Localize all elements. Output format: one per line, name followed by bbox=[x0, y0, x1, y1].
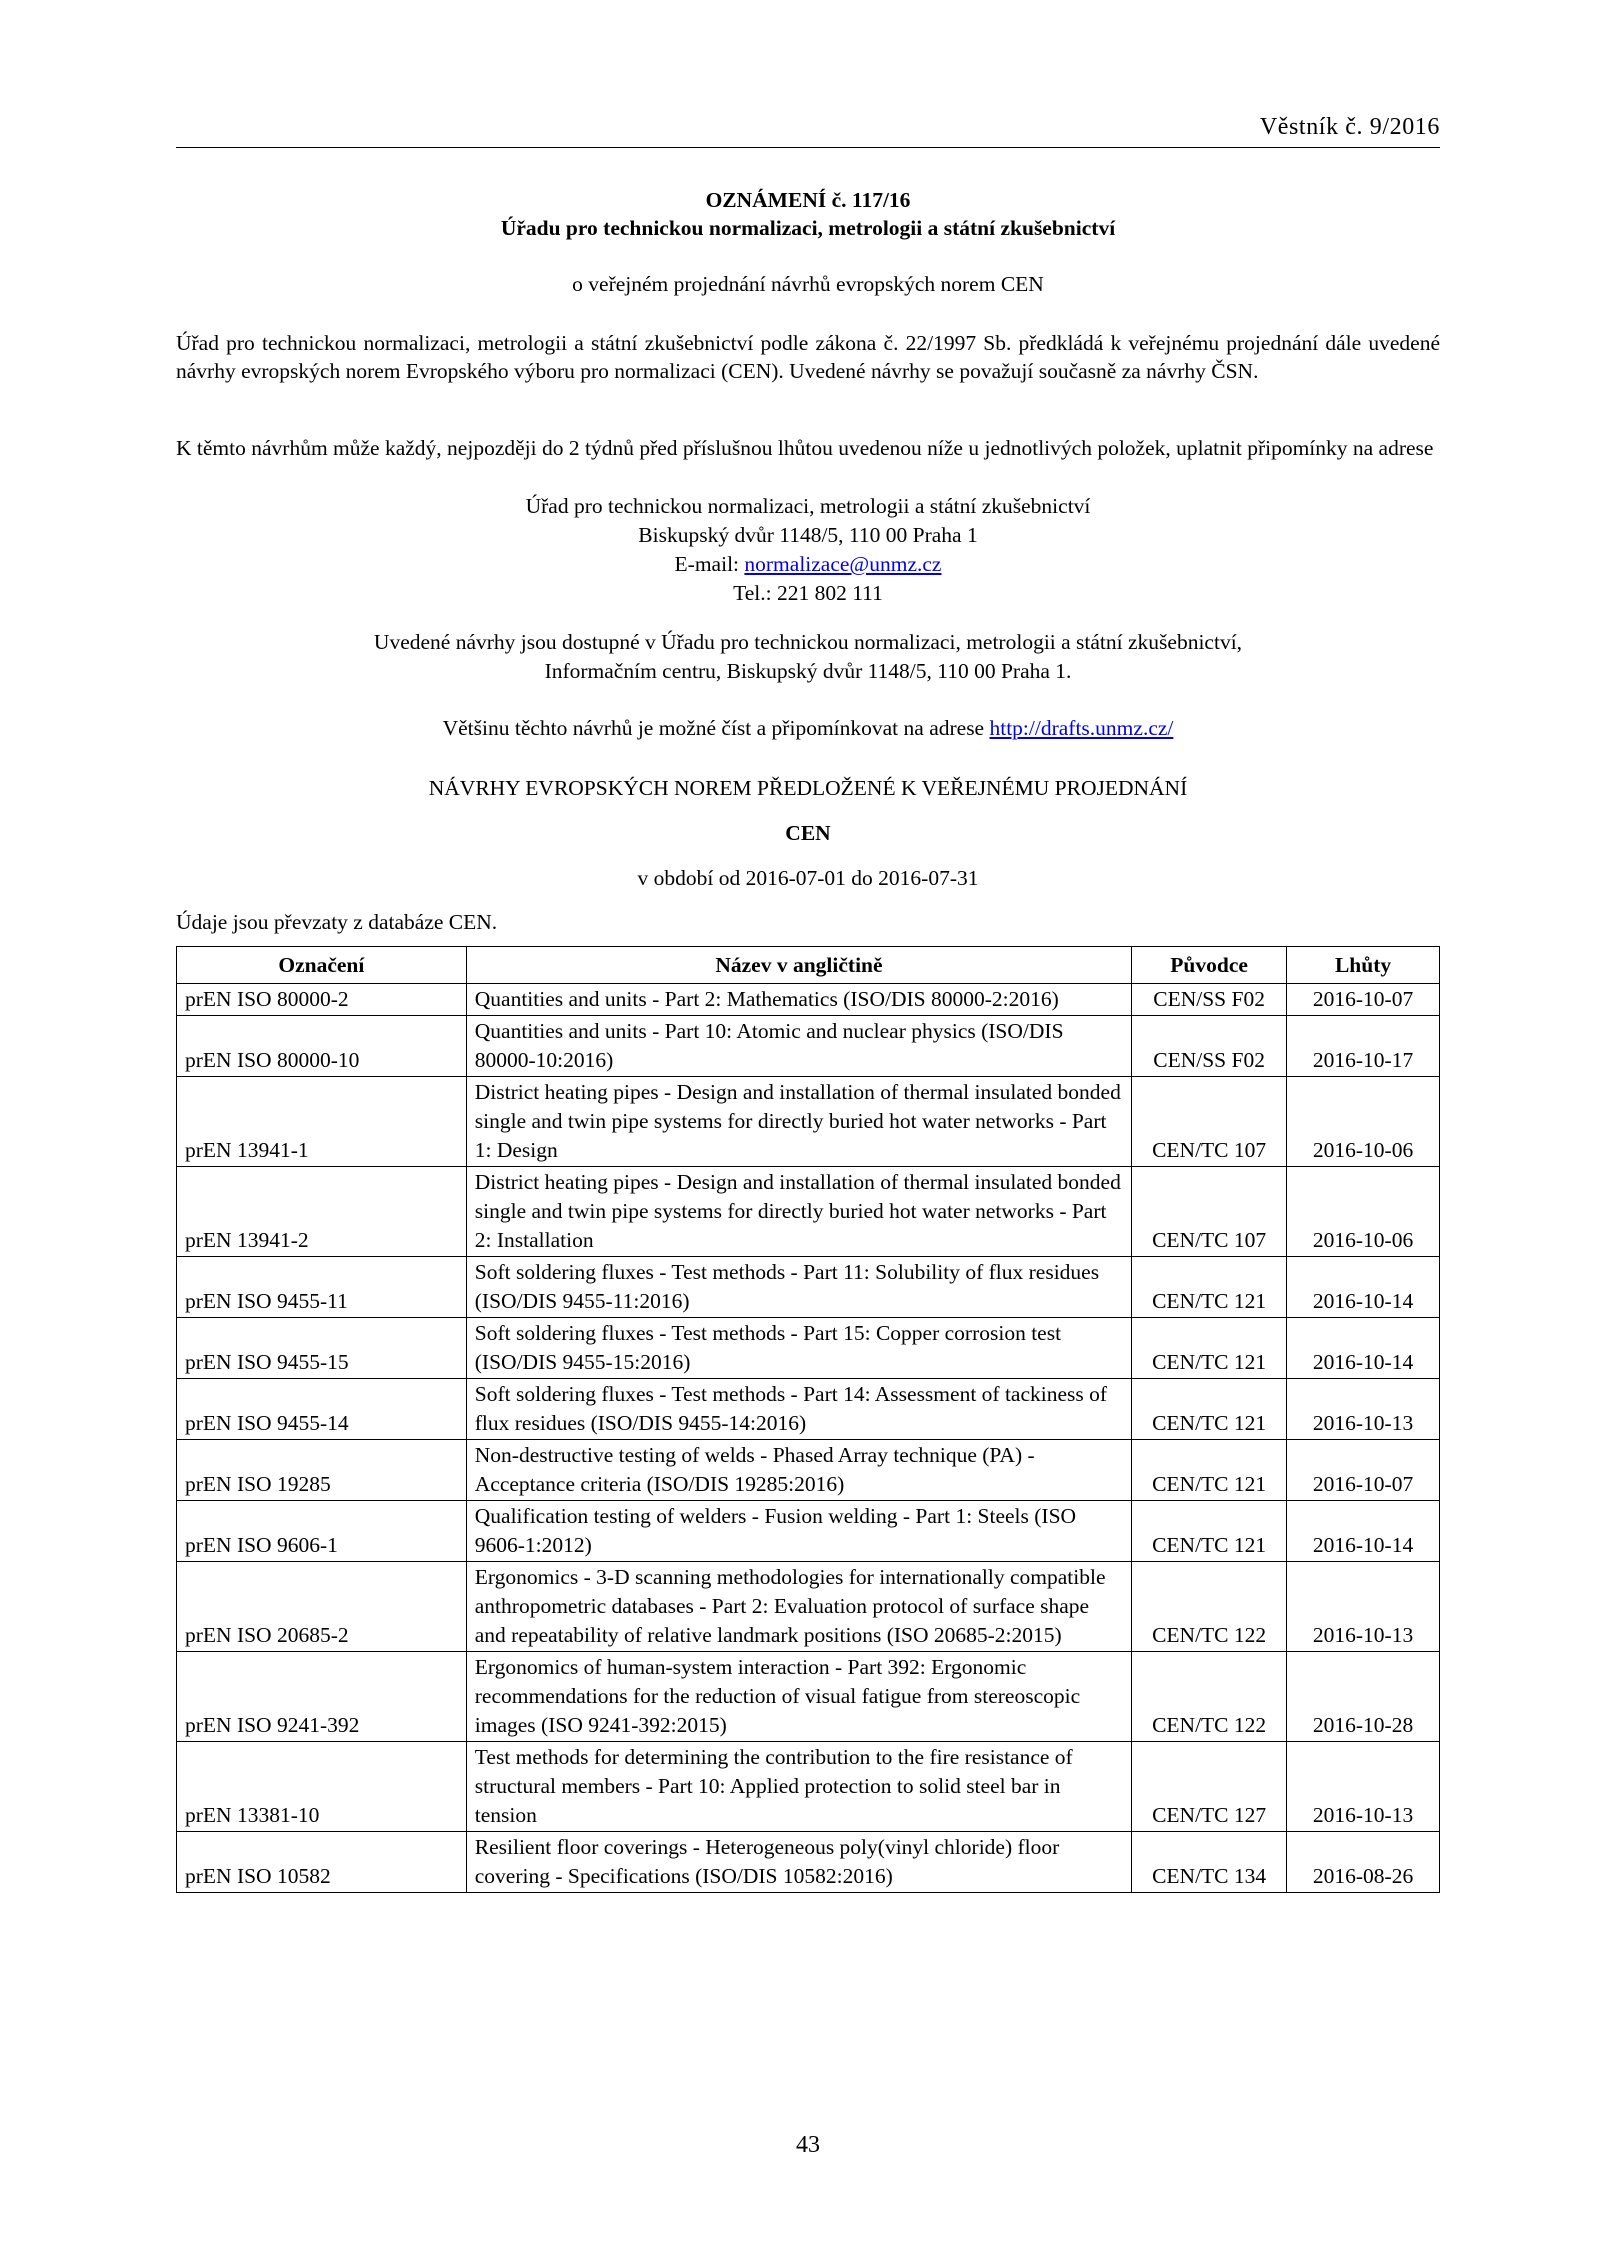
section-org: CEN bbox=[785, 821, 831, 845]
originator-cell: CEN/TC 121 bbox=[1132, 1379, 1287, 1440]
comments-paragraph: K těmto návrhům může každý, nejpozději do 2 týdnů před příslušnou lhůtou uvedenou níže u jednotlivých položek, uplatnit připomínky na adrese bbox=[176, 436, 1434, 460]
table-row bbox=[177, 1440, 1440, 1501]
address-email-line bbox=[176, 550, 1440, 578]
originator-cell: CEN/TC 121 bbox=[1132, 1440, 1287, 1501]
availability-line-2: Informačním centru, Biskupský dvůr 1148/5, 110 00 Praha 1. bbox=[544, 659, 1072, 683]
title-cell: Soft soldering fluxes - Test methods - Part 15: Copper corrosion test (ISO/DIS 9455-15:2016) bbox=[466, 1318, 1131, 1379]
designation-cell: prEN ISO 9455-15 bbox=[177, 1318, 467, 1379]
data-source-note: Údaje jsou převzaty z databáze CEN. bbox=[176, 910, 498, 934]
title-cell: Resilient floor coverings - Heterogeneous poly(vinyl chloride) floor covering - Specifications (ISO/DIS 10582:2016) bbox=[466, 1832, 1131, 1893]
designation-cell: prEN ISO 80000-2 bbox=[177, 984, 467, 1016]
section-period: v období od 2016-07-01 do 2016-07-31 bbox=[637, 866, 979, 890]
title-cell: Quantities and units - Part 10: Atomic and nuclear physics (ISO/DIS 80000-10:2016) bbox=[466, 1016, 1131, 1077]
deadline-cell: 2016-10-07 bbox=[1287, 984, 1440, 1016]
deadline-cell: 2016-10-14 bbox=[1287, 1257, 1440, 1318]
title-cell: Ergonomics - 3-D scanning methodologies for internationally compatible anthropometric databases - Part 2: Evaluation protocol of surface shape and repeatability of relative landmark positions (ISO 20685-2:2015) bbox=[466, 1562, 1131, 1652]
designation-cell: prEN ISO 9606-1 bbox=[177, 1501, 467, 1562]
column-header-deadline: Lhůty bbox=[1287, 947, 1440, 984]
announcement-authority: Úřadu pro technickou normalizaci, metrologii a státní zkušebnictví bbox=[500, 216, 1116, 240]
table-row bbox=[177, 1077, 1440, 1167]
deadline-cell: 2016-10-06 bbox=[1287, 1077, 1440, 1167]
column-header-originator: Původce bbox=[1132, 947, 1287, 984]
designation-cell: prEN ISO 9241-392 bbox=[177, 1652, 467, 1742]
designation-cell: prEN ISO 20685-2 bbox=[177, 1562, 467, 1652]
designation-cell: prEN 13941-1 bbox=[177, 1077, 467, 1167]
table-row bbox=[177, 1318, 1440, 1379]
table-row bbox=[177, 1016, 1440, 1077]
title-cell: District heating pipes - Design and installation of thermal insulated bonded single and twin pipe systems for directly buried hot water networks - Part 2: Installation bbox=[466, 1167, 1131, 1257]
designation-cell: prEN ISO 19285 bbox=[177, 1440, 467, 1501]
table-row bbox=[177, 1832, 1440, 1893]
column-header-designation: Označení bbox=[177, 947, 467, 984]
page-number: 43 bbox=[796, 2132, 820, 2158]
online-line bbox=[176, 714, 1440, 742]
drafts-link[interactable]: http://drafts.unmz.cz/ bbox=[989, 716, 1174, 740]
email-label: E-mail: bbox=[674, 552, 745, 576]
table-row bbox=[177, 1167, 1440, 1257]
originator-cell: CEN/TC 107 bbox=[1132, 1077, 1287, 1167]
designation-cell: prEN ISO 9455-14 bbox=[177, 1379, 467, 1440]
title-cell: Quantities and units - Part 2: Mathematics (ISO/DIS 80000-2:2016) bbox=[466, 984, 1131, 1016]
table-row bbox=[177, 1379, 1440, 1440]
originator-cell: CEN/TC 127 bbox=[1132, 1742, 1287, 1832]
originator-cell: CEN/TC 107 bbox=[1132, 1167, 1287, 1257]
title-cell: District heating pipes - Design and installation of thermal insulated bonded single and twin pipe systems for directly buried hot water networks - Part 1: Design bbox=[466, 1077, 1131, 1167]
table-row bbox=[177, 1652, 1440, 1742]
table-row bbox=[177, 984, 1440, 1016]
announcement-subject: o veřejném projednání návrhů evropských norem CEN bbox=[572, 272, 1044, 296]
deadline-cell: 2016-10-13 bbox=[1287, 1379, 1440, 1440]
originator-cell: CEN/TC 121 bbox=[1132, 1501, 1287, 1562]
issue-label: Věstník č. 9/2016 bbox=[1259, 114, 1440, 140]
table-row bbox=[177, 1562, 1440, 1652]
email-link[interactable]: normalizace@unmz.cz bbox=[744, 552, 942, 576]
designation-cell: prEN ISO 80000-10 bbox=[177, 1016, 467, 1077]
table-row bbox=[177, 1501, 1440, 1562]
deadline-cell: 2016-10-14 bbox=[1287, 1501, 1440, 1562]
deadline-cell: 2016-10-13 bbox=[1287, 1742, 1440, 1832]
table-header-row bbox=[177, 947, 1440, 984]
designation-cell: prEN ISO 9455-11 bbox=[177, 1257, 467, 1318]
title-cell: Soft soldering fluxes - Test methods - Part 11: Solubility of flux residues (ISO/DIS 9455-11:2016) bbox=[466, 1257, 1131, 1318]
availability-line-1: Uvedené návrhy jsou dostupné v Úřadu pro technickou normalizaci, metrologii a státní zkušebnictví, bbox=[373, 630, 1243, 654]
deadline-cell: 2016-08-26 bbox=[1287, 1832, 1440, 1893]
title-cell: Test methods for determining the contribution to the fire resistance of structural members - Part 10: Applied protection to solid steel bar in tension bbox=[466, 1742, 1131, 1832]
title-cell: Non-destructive testing of welds - Phased Array technique (PA) - Acceptance criteria (ISO/DIS 19285:2016) bbox=[466, 1440, 1131, 1501]
online-text: Většinu těchto návrhů je možné číst a připomínkovat na adrese bbox=[442, 716, 990, 740]
title-cell: Ergonomics of human-system interaction - Part 392: Ergonomic recommendations for the reduction of visual fatigue from stereoscopic images (ISO 9241-392:2015) bbox=[466, 1652, 1131, 1742]
designation-cell: prEN ISO 10582 bbox=[177, 1832, 467, 1893]
page-header bbox=[176, 112, 1440, 148]
originator-cell: CEN/TC 121 bbox=[1132, 1257, 1287, 1318]
originator-cell: CEN/TC 134 bbox=[1132, 1832, 1287, 1893]
title-cell: Soft soldering fluxes - Test methods - Part 14: Assessment of tackiness of flux residues (ISO/DIS 9455-14:2016) bbox=[466, 1379, 1131, 1440]
originator-cell: CEN/TC 122 bbox=[1132, 1562, 1287, 1652]
deadline-cell: 2016-10-17 bbox=[1287, 1016, 1440, 1077]
designation-cell: prEN 13941-2 bbox=[177, 1167, 467, 1257]
deadline-cell: 2016-10-13 bbox=[1287, 1562, 1440, 1652]
deadline-cell: 2016-10-14 bbox=[1287, 1318, 1440, 1379]
originator-cell: CEN/SS F02 bbox=[1132, 984, 1287, 1016]
norms-table bbox=[176, 946, 1440, 1893]
intro-paragraph: Úřad pro technickou normalizaci, metrologii a státní zkušebnictví podle zákona č. 22/1997 Sb. předkládá k veřejnému projednání dále uvedené návrhy evropských norem Evropského výboru pro normalizaci (CEN). Uvedené návrhy se považují současně za návrhy ČSN. bbox=[176, 331, 1440, 383]
deadline-cell: 2016-10-28 bbox=[1287, 1652, 1440, 1742]
address-street: Biskupský dvůr 1148/5, 110 00 Praha 1 bbox=[638, 523, 978, 547]
announcement-title: OZNÁMENÍ č. 117/16 bbox=[705, 188, 911, 212]
table-row bbox=[177, 1742, 1440, 1832]
originator-cell: CEN/TC 122 bbox=[1132, 1652, 1287, 1742]
originator-cell: CEN/TC 121 bbox=[1132, 1318, 1287, 1379]
section-heading: NÁVRHY EVROPSKÝCH NOREM PŘEDLOŽENÉ K VEŘEJNÉMU PROJEDNÁNÍ bbox=[428, 776, 1188, 800]
column-header-title: Název v angličtině bbox=[466, 947, 1131, 984]
address-phone: Tel.: 221 802 111 bbox=[733, 581, 883, 605]
designation-cell: prEN 13381-10 bbox=[177, 1742, 467, 1832]
deadline-cell: 2016-10-06 bbox=[1287, 1167, 1440, 1257]
deadline-cell: 2016-10-07 bbox=[1287, 1440, 1440, 1501]
address-office: Úřad pro technickou normalizaci, metrologii a státní zkušebnictví bbox=[525, 494, 1091, 518]
originator-cell: CEN/SS F02 bbox=[1132, 1016, 1287, 1077]
title-cell: Qualification testing of welders - Fusion welding - Part 1: Steels (ISO 9606-1:2012) bbox=[466, 1501, 1131, 1562]
table-row bbox=[177, 1257, 1440, 1318]
